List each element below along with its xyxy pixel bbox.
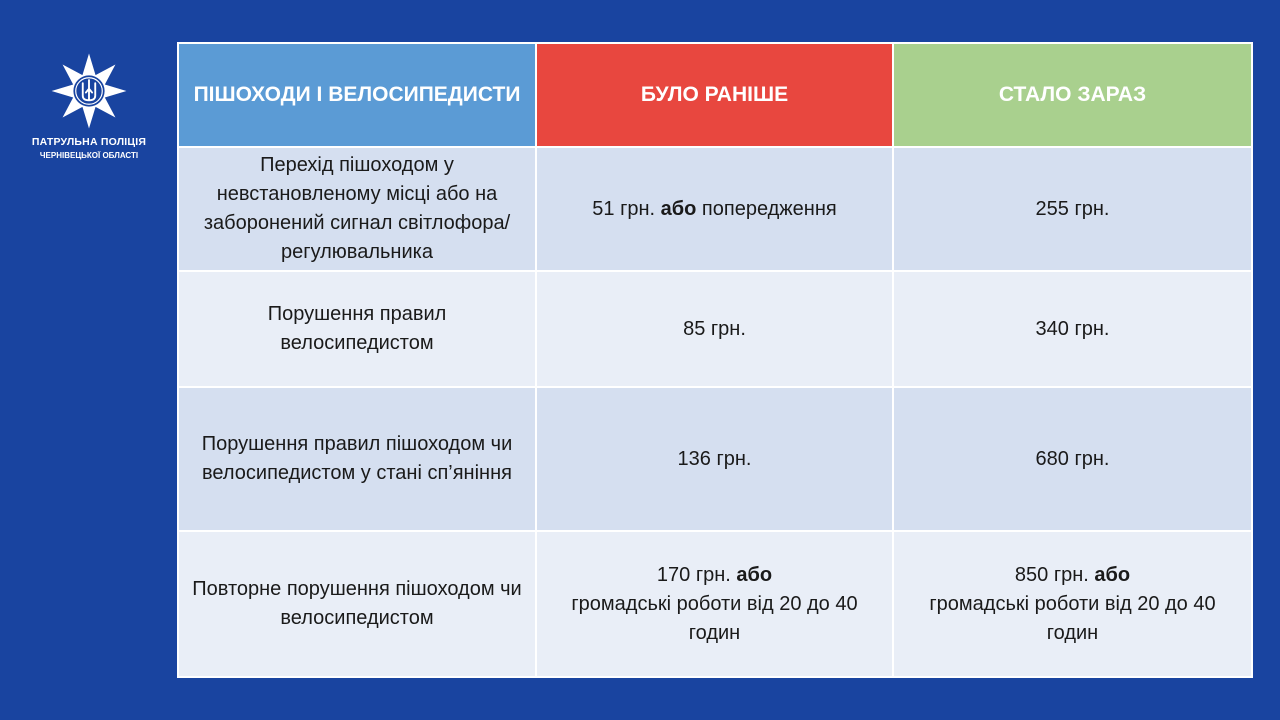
- fine-amount: 170 грн.: [656, 563, 731, 586]
- police-star-trident-icon: [50, 52, 128, 130]
- row-category: Порушення правил пішоходом чи велосипедистом у стані сп’яніння: [178, 387, 536, 531]
- connector-word: або: [1094, 563, 1131, 586]
- row-after: [893, 531, 1252, 677]
- fine-alternative: громадські роботи від 20 до 40 годин: [571, 592, 858, 644]
- header-category: ПІШОХОДИ І ВЕЛОСИПЕДИСТИ: [178, 43, 536, 147]
- row-after: 340 грн.: [893, 271, 1252, 387]
- connector-word: або: [736, 563, 773, 586]
- logo-subtitle: ЧЕРНІВЕЦЬКОЇ ОБЛАСТІ: [39, 151, 139, 160]
- table-row: [178, 531, 1252, 677]
- row-after: 680 грн.: [893, 387, 1252, 531]
- header-after: СТАЛО ЗАРАЗ: [893, 43, 1252, 147]
- row-before: [536, 147, 893, 271]
- row-category: Порушення правил велосипедистом: [178, 271, 536, 387]
- row-before: 85 грн.: [536, 271, 893, 387]
- logo-title: ПАТРУЛЬНА ПОЛІЦІЯ: [31, 136, 147, 148]
- row-before: [536, 531, 893, 677]
- connector-word: або: [660, 197, 697, 220]
- row-category: Перехід пішоходом у невстановленому місці або на заборонений сигнал світлофора/регулювальника: [178, 147, 536, 271]
- row-category: Повторне порушення пішоходом чи велосипедистом: [178, 531, 536, 677]
- table-row: [178, 147, 1252, 271]
- police-logo: [28, 52, 150, 160]
- table-header-row: [178, 43, 1252, 147]
- fines-table: [177, 42, 1253, 678]
- row-after: 255 грн.: [893, 147, 1252, 271]
- row-before: 136 грн.: [536, 387, 893, 531]
- table-row: [178, 271, 1252, 387]
- table-row: [178, 387, 1252, 531]
- fine-alternative: громадські роботи від 20 до 40 годин: [929, 592, 1216, 644]
- fine-amount: 850 грн.: [1014, 563, 1089, 586]
- fine-alternative: попередження: [701, 197, 837, 220]
- header-before: БУЛО РАНІШЕ: [536, 43, 893, 147]
- fine-amount: 51 грн.: [592, 197, 656, 220]
